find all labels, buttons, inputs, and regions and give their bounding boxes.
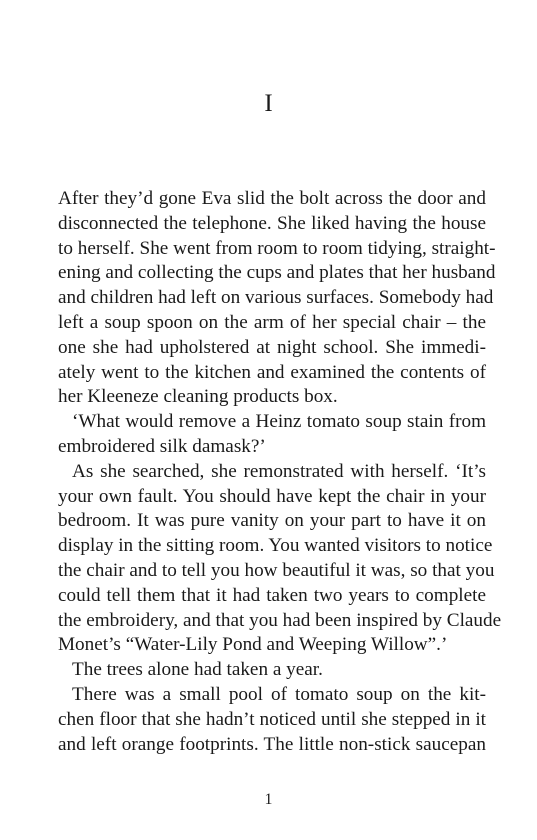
text-line: left a soup spoon on the arm of her special chair – the <box>58 311 486 333</box>
chapter-number: I <box>264 90 273 117</box>
text-line: ening and collecting the cups and plates that her husband <box>58 262 496 284</box>
text-line: chen floor that she hadn’t noticed until she stepped in it <box>58 708 486 730</box>
text-line: her Kleeneze cleaning products box. <box>58 386 338 408</box>
text-line: bedroom. It was pure vanity on your part to have it on <box>58 510 486 532</box>
text-line: After they’d gone Eva slid the bolt across the door and <box>58 188 486 209</box>
text-line: to herself. She went from room to room tidying, straight- <box>58 237 496 259</box>
text-line: could tell them that it had taken two years to complete <box>58 584 486 606</box>
page-number: 1 <box>264 791 273 808</box>
text-line: ‘What would remove a Heinz tomato soup stain from <box>72 411 486 433</box>
text-line: embroidered silk damask?’ <box>58 435 266 457</box>
text-line: As she searched, she remonstrated with herself. ‘It’s <box>72 460 486 482</box>
text-line: the embroidery, and that you had been inspired by Claude <box>58 609 502 631</box>
text-line: one she had upholstered at night school. She immedi- <box>58 336 486 358</box>
text-line: ately went to the kitchen and examined the contents of <box>58 361 486 383</box>
text-line: your own fault. You should have kept the chair in your <box>58 485 486 507</box>
text-line: disconnected the telephone. She liked having the house <box>58 212 486 234</box>
text-line: the chair and to tell you how beautiful it was, so that you <box>58 559 495 581</box>
text-line: The trees alone had taken a year. <box>72 659 323 681</box>
text-line: and left orange footprints. The little non-stick saucepan <box>58 733 486 755</box>
text-line: There was a small pool of tomato soup on the kit- <box>72 683 486 705</box>
text-line: display in the sitting room. You wanted visitors to notice <box>58 535 493 557</box>
body-text <box>58 187 502 757</box>
text-line: Monet’s “Water-Lily Pond and Weeping Willow”.’ <box>58 634 448 656</box>
text-line: and children had left on various surfaces. Somebody had <box>58 287 494 309</box>
